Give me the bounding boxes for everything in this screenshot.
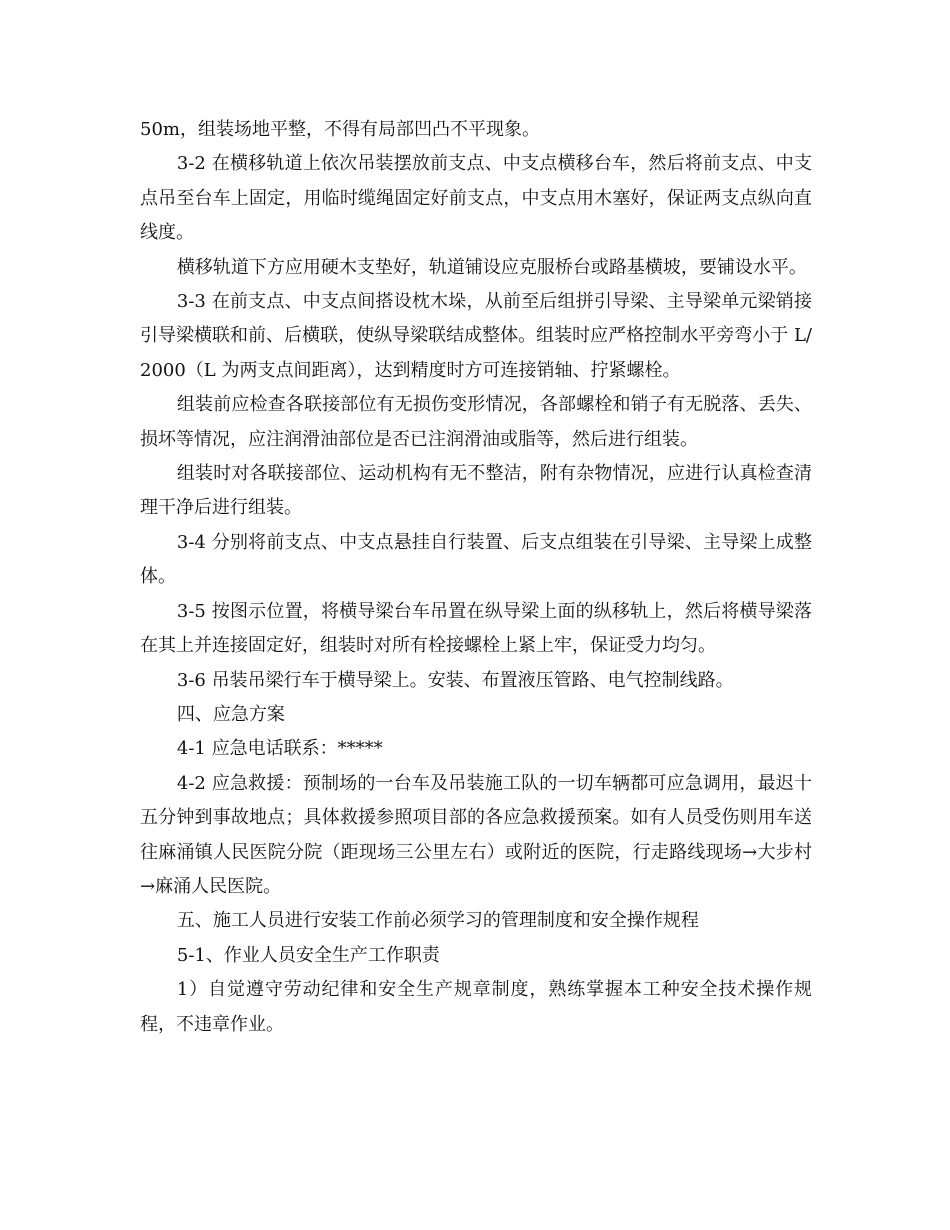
paragraph-assembly-cleaning: 组装时对各联接部位、运动机构有无不整洁，附有杂物情况，应进行认真检查清理干净后进行组装。 (140, 463, 812, 519)
section-heading-rules: 五、施工人员进行安装工作前必须学习的管理制度和安全操作规程 (176, 910, 699, 932)
paragraph-3-4: 3-4 分别将前支点、中支点悬挂自行装置、后支点组装在引导梁、主导梁上成整体。 (140, 531, 812, 588)
paragraph-track-support: 横移轨道下方应用硬木支垫好，轨道铺设应克服桥台或路基横坡，要铺设水平。 (176, 256, 807, 278)
paragraph-pre-assembly-check: 组装前应检查各联接部位有无损伤变形情况，各部螺栓和销子有无脱落、丢失、损坏等情况，应注润滑油部位是否已注润滑油或脂等，然后进行组装。 (140, 394, 812, 450)
paragraph-4-2: 4-2 应急救援：预制场的一台车及吊装施工队的一切车辆都可应急调用，最迟十五分钟到事故地点；具体救援参照项目部的各应急救援预案。如有人员受伤则用车送往麻涌镇人民医院分院（距现场三公里左右）或附近的医院，行走路线现场→大步村→麻涌人民医院。 (140, 772, 812, 897)
paragraph-duty-1: 1）自觉遵守劳动纪律和安全生产规章制度，熟练掌握本工种安全技术操作规程，不违章作业。 (140, 979, 812, 1035)
paragraph-continuation: 50m，组装场地平整，不得有局部凹凸不平现象。 (140, 119, 540, 140)
paragraph-3-3: 3-3 在前支点、中支点间搭设枕木垛，从前至后组拼引导梁、主导梁单元梁销接引导梁横联和前、后横联，使纵导梁联结成整体。组装时应严格控制水平旁弯小于 L/2000（L 为两支点间距离），达到精度时方可连接销轴、拧紧螺栓。 (140, 291, 812, 381)
paragraph-3-5: 3-5 按图示位置，将横导梁台车吊置在纵导梁上面的纵移轨上，然后将横导梁落在其上并连接固定好，组装时对所有栓接螺栓上紧上牢，保证受力均匀。 (140, 600, 812, 657)
section-heading-emergency-plan: 四、应急方案 (176, 703, 285, 725)
subheading-5-1: 5-1、作业人员安全生产工作职责 (176, 944, 440, 966)
paragraph-3-6: 3-6 吊装吊梁行车于横导梁上。安装、布置液压管路、电气控制线路。 (176, 669, 734, 691)
document-body (140, 113, 812, 1042)
paragraph-3-2: 3-2 在横移轨道上依次吊装摆放前支点、中支点横移台车，然后将前支点、中支点吊至台车上固定，用临时缆绳固定好前支点，中支点用木塞好，保证两支点纵向直线度。 (140, 153, 812, 244)
paragraph-4-1: 4-1 应急电话联系：***** (176, 738, 383, 760)
